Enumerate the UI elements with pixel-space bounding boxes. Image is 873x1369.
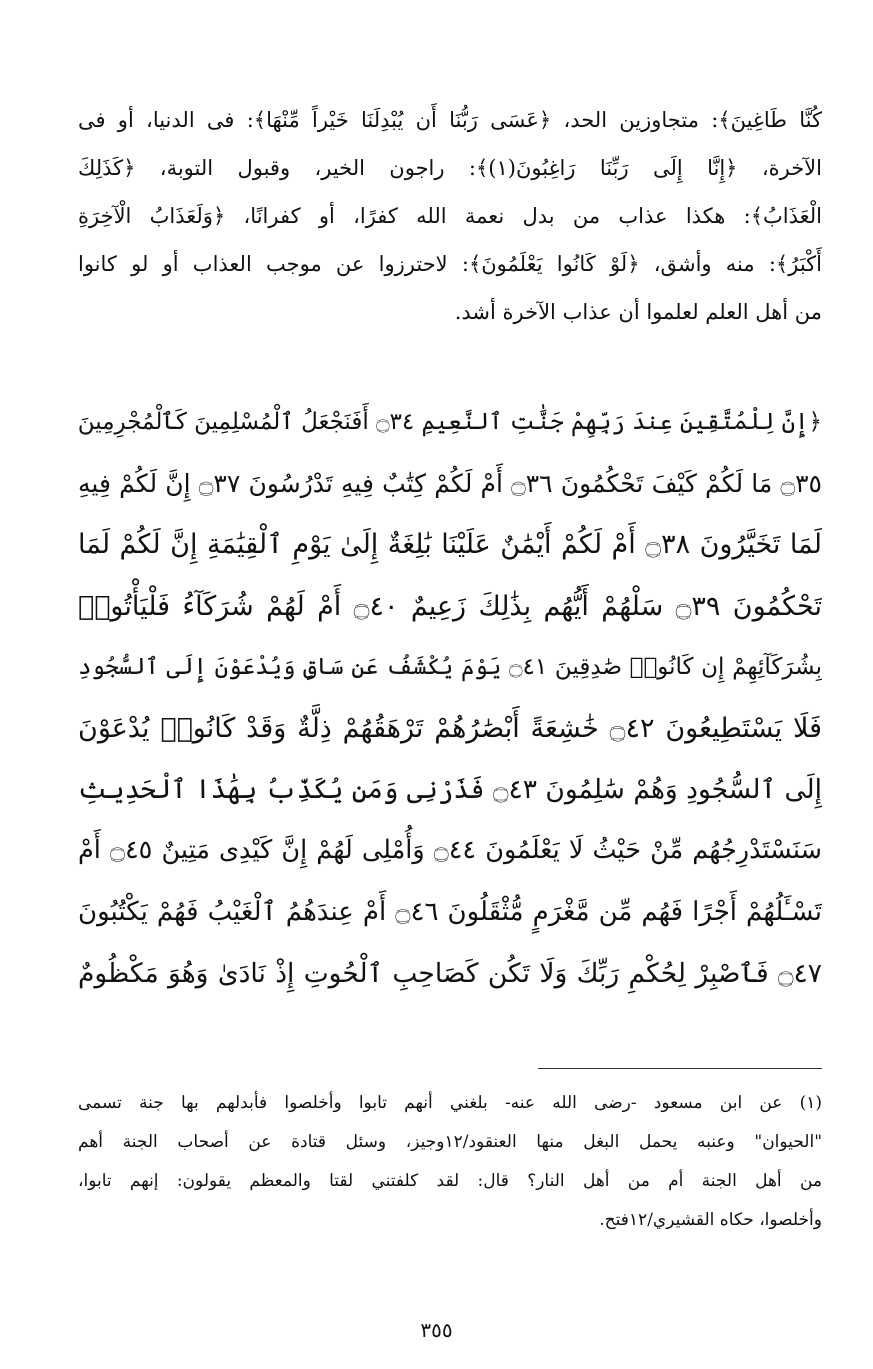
page-number: ٣٥٥: [420, 1318, 453, 1342]
commentary-line: الآخرة، ﴿إِنَّا إِلَى رَبِّنَا رَاغِبُونَ(١)﴾: راجون الخير، وقبول التوبة، ﴿كَذَلِكَ: [78, 156, 822, 180]
verse-line: تَسْـَٔلُهُمْ أَجْرًا فَهُم مِّن مَّغْرَمٍ مُّثْقَلُونَ ۝٤٦ أَمْ عِندَهُمُ ٱلْغَيْبُ فَهُمْ يَكْتُبُونَ: [78, 896, 822, 927]
tafsir-commentary: [78, 96, 822, 336]
commentary-line: من أهل العلم لعلموا أن عذاب الآخرة أشد.: [454, 300, 822, 324]
verse-line: فَلَا يَسْتَطِيعُونَ ۝٤٢ خَٰشِعَةً أَبْصَٰرُهُمْ تَرْهَقُهُمْ ذِلَّةٌ وَقَدْ كَانُوا۟ يُدْعَوْنَ: [78, 712, 822, 744]
quran-verses: [78, 392, 822, 1004]
footnote-line: (١) عن ابن مسعود -رضى الله عنه- بلغني أنهم تابوا وأخلصوا فأبدلهم بها جنة تسمى: [78, 1093, 822, 1113]
verse-line: سَنَسْتَدْرِجُهُم مِّنْ حَيْثُ لَا يَعْلَمُونَ ۝٤٤ وَأُمْلِى لَهُمْ إِنَّ كَيْدِى مَتِينٌ ۝٤٥ أَمْ: [78, 835, 822, 866]
verse-line: ۝٤٧ فَٱصْبِرْ لِحُكْمِ رَبِّكَ وَلَا تَكُن كَصَاحِبِ ٱلْحُوتِ إِذْ نَادَىٰ وَهُوَ مَكْظُومٌ: [78, 957, 822, 989]
verse-line: ۝٣٥ مَا لَكُمْ كَيْفَ تَحْكُمُونَ ۝٣٦ أَمْ لَكُمْ كِتَٰبٌ فِيهِ تَدْرُسُونَ ۝٣٧ إِنَّ لَكُمْ فِيهِ: [78, 469, 822, 499]
verse-line: ﴿إِنَّ لِلْمُتَّقِينَ عِندَ رَبِّهِمْ جَنَّٰتِ ٱلنَّعِيمِ ۝٣٤ أَفَنَجْعَلُ ٱلْمُسْلِمِينَ كَٱلْمُجْرِمِينَ: [78, 409, 822, 435]
verse-line: لَمَا تَخَيَّرُونَ ۝٣٨ أَمْ لَكُمْ أَيْمَٰنٌ عَلَيْنَا بَٰلِغَةٌ إِلَىٰ يَوْمِ ٱلْقِيَٰمَةِ إِنَّ لَكُمْ لَمَا: [78, 529, 822, 561]
footnotes: [78, 1084, 822, 1240]
verse-line: تَحْكُمُونَ ۝٣٩ سَلْهُمْ أَيُّهُم بِذَٰلِكَ زَعِيمٌ ۝٤٠ أَمْ لَهُمْ شُرَكَآءُ فَلْيَأْتُوا۟: [78, 590, 822, 622]
verse-line: إِلَى ٱلسُّجُودِ وَهُمْ سَٰلِمُونَ ۝٤٣ فَذَرْنِى وَمَن يُكَذِّبُ بِهَٰذَا ٱلْحَدِيثِ: [78, 774, 822, 806]
commentary-line: كُنَّا طَاغِينَ﴾: متجاوزين الحد، ﴿عَسَى رَبُّنَا أَن يُبْدِلَنَا خَيْراً مِّنْهَا﴾: فى الدنيا، أو فى: [78, 108, 822, 132]
footnote-line: "الحيوان" وعنبه يحمل البغل منها العنقود/١٢وجيز، وسئل قتادة عن أصحاب الجنة أهم: [78, 1132, 822, 1152]
commentary-line: أَكْبَرُ﴾: منه وأشق، ﴿لَوْ كَانُوا يَعْلَمُونَ﴾: لاحترزوا عن موجب العذاب أو لو كانوا: [78, 252, 822, 276]
footnote-line: من أهل الجنة أم من أهل النار؟ قال: لقد كلفتني لقتا والمعظم يقولون: إنهم تابوا،: [78, 1171, 822, 1191]
verse-line: بِشُرَكَآئِهِمْ إِن كَانُوا۟ صَٰدِقِينَ ۝٤١ يَوْمَ يُكْشَفُ عَن سَاقٍ وَيُدْعَوْنَ إِلَى ٱلسُّجُودِ: [78, 653, 822, 680]
commentary-line: الْعَذَابُ﴾: هكذا عذاب من بدل نعمة الله كفرًا، أو كفرانًا، ﴿وَلَعَذَابُ الْآخِرَةِ: [78, 204, 822, 228]
footnote-line: وأخلصوا، حكاه القشيري/١٢فتح.: [599, 1210, 822, 1230]
footnote-separator: [538, 1068, 822, 1069]
